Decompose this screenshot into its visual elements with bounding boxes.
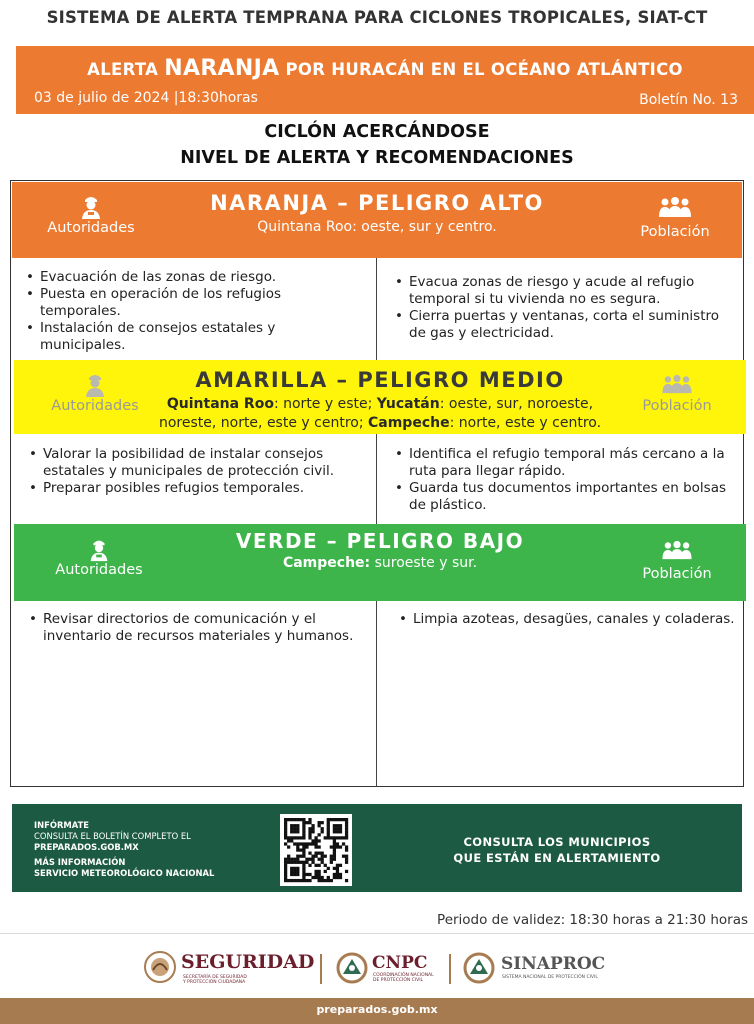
level-title: NARANJA – PELIGRO ALTO bbox=[210, 191, 544, 215]
list-item: • Valorar la posibilidad de instalar consejos estatales y municipales de protección civil. bbox=[25, 446, 365, 480]
population-header bbox=[622, 374, 732, 414]
population-label: Población bbox=[642, 566, 712, 582]
authorities-header bbox=[36, 192, 146, 236]
cnpc-logo-sub bbox=[373, 973, 434, 983]
zone-areas: : norte, este y centro. bbox=[449, 415, 602, 431]
cnpc-emblem-icon bbox=[336, 952, 368, 984]
logo-sub-line: SECRETARÍA DE SEGURIDAD bbox=[183, 975, 247, 980]
level-title: AMARILLA – PELIGRO MEDIO bbox=[195, 368, 565, 392]
list-item: • Puesta en operación de los refugios temporales. bbox=[22, 286, 357, 320]
authorities-recs-amarilla bbox=[25, 446, 365, 497]
zone-state: Quintana Roo bbox=[166, 396, 274, 412]
logo-sub-line: Y PROTECCIÓN CIUDADANA bbox=[183, 980, 246, 985]
officer-icon bbox=[36, 192, 146, 220]
alert-prefix: ALERTA bbox=[87, 60, 159, 79]
authorities-header bbox=[44, 536, 154, 578]
officer-icon bbox=[40, 370, 150, 398]
inform-block bbox=[34, 820, 214, 879]
population-recs-verde bbox=[395, 611, 735, 628]
level-band-amarilla bbox=[14, 360, 746, 434]
authorities-label: Autoridades bbox=[55, 562, 143, 578]
subtitle-cyclone: CICLÓN ACERCÁNDOSE bbox=[264, 122, 490, 142]
people-group-icon bbox=[622, 374, 732, 394]
population-recs-naranja bbox=[391, 274, 736, 342]
zone-areas: suroeste y sur. bbox=[370, 555, 478, 571]
list-item: • Instalación de consejos estatales y municipales. bbox=[22, 320, 357, 354]
seguridad-seal-icon bbox=[143, 950, 177, 984]
authorities-label: Autoridades bbox=[51, 398, 139, 414]
divider bbox=[0, 933, 754, 934]
logo-divider bbox=[320, 954, 322, 984]
logo-divider bbox=[449, 954, 451, 984]
validity-period: Periodo de validez: 18:30 horas a 21:30 horas bbox=[437, 912, 748, 928]
list-item: • Preparar posibles refugios temporales. bbox=[25, 480, 365, 497]
inform-site[interactable]: PREPARADOS.GOB.MX bbox=[34, 842, 139, 852]
authorities-recs-naranja bbox=[22, 269, 357, 354]
more-info-text: SERVICIO METEOROLÓGICO NACIONAL bbox=[34, 868, 215, 878]
authorities-recs-verde bbox=[25, 611, 360, 645]
qr-code-icon[interactable] bbox=[280, 814, 352, 886]
level-zones-line2 bbox=[14, 415, 746, 431]
list-item: • Identifica el refugio temporal más cercano a la ruta para llegar rápido. bbox=[391, 446, 741, 480]
zone-state: Campeche bbox=[368, 415, 450, 431]
population-header bbox=[620, 196, 730, 240]
subtitle-recommendations: NIVEL DE ALERTA Y RECOMENDACIONES bbox=[180, 148, 574, 168]
list-item: • Limpia azoteas, desagües, canales y coladeras. bbox=[395, 611, 735, 628]
site-url[interactable]: preparados.gob.mx bbox=[316, 1003, 438, 1016]
zone-areas: : oeste, sur, noroeste, bbox=[439, 396, 594, 412]
zone-areas: oeste, sur y centro. bbox=[356, 219, 497, 235]
column-divider bbox=[376, 434, 377, 524]
level-band-verde bbox=[14, 524, 746, 601]
consult-line: QUE ESTÁN EN ALERTAMIENTO bbox=[453, 851, 661, 865]
bottom-band bbox=[0, 998, 754, 1024]
officer-icon bbox=[44, 536, 154, 562]
list-item: • Evacuación de las zonas de riesgo. bbox=[22, 269, 357, 286]
system-title: SISTEMA DE ALERTA TEMPRANA PARA CICLONES TROPICALES, SIAT-CT bbox=[46, 8, 708, 27]
level-band-naranja bbox=[12, 182, 742, 258]
population-header bbox=[622, 540, 732, 582]
inform-text: CONSULTA EL BOLETÍN COMPLETO EL bbox=[34, 831, 191, 841]
zone-areas: noreste, norte, este y centro; bbox=[158, 415, 368, 431]
cnpc-logo-text: CNPC bbox=[372, 953, 428, 973]
list-item: • Evacua zonas de riesgo y acude al refugio temporal si tu vivienda no es segura. bbox=[391, 274, 736, 308]
authorities-label: Autoridades bbox=[47, 220, 135, 236]
sinaproc-logo-text: SINAPROC bbox=[501, 954, 606, 974]
column-divider bbox=[376, 258, 377, 360]
seguridad-logo-sub bbox=[183, 975, 247, 985]
bulletin-number: Boletín No. 13 bbox=[639, 92, 738, 108]
more-info-title: MÁS INFORMACIÓN bbox=[34, 857, 126, 867]
list-item: • Cierra puertas y ventanas, corta el suministro de gas y electricidad. bbox=[391, 308, 736, 342]
zone-state: Quintana Roo: bbox=[257, 219, 357, 235]
seguridad-logo-text: SEGURIDAD bbox=[181, 951, 315, 973]
alert-headline bbox=[16, 56, 754, 81]
authorities-header bbox=[40, 370, 150, 414]
level-title: VERDE – PELIGRO BAJO bbox=[235, 529, 525, 553]
people-group-icon bbox=[620, 196, 730, 218]
column-divider bbox=[376, 601, 377, 787]
inform-title: INFÓRMATE bbox=[34, 820, 90, 830]
zone-state: Yucatán bbox=[376, 396, 440, 412]
consult-line: CONSULTA LOS MUNICIPIOS bbox=[463, 835, 651, 849]
alert-suffix: POR HURACÁN EN EL OCÉANO ATLÁNTICO bbox=[285, 60, 683, 79]
bulletin-date: 03 de julio de 2024 |18:30horas bbox=[34, 90, 258, 106]
alert-header-band bbox=[16, 46, 754, 114]
logos-row bbox=[0, 946, 754, 992]
logo-sub-line: COORDINACIÓN NACIONAL bbox=[373, 973, 434, 978]
alert-level: NARANJA bbox=[164, 56, 280, 81]
logo-sub-line: DE PROTECCIÓN CIVIL bbox=[373, 978, 424, 983]
list-item: • Revisar directorios de comunicación y el inventario de recursos materiales y humanos. bbox=[25, 611, 360, 645]
sinaproc-emblem-icon bbox=[463, 952, 495, 984]
population-recs-amarilla bbox=[391, 446, 741, 514]
list-item: • Guarda tus documentos importantes en bolsas de plástico. bbox=[391, 480, 741, 514]
zone-state: Campeche: bbox=[282, 555, 371, 571]
population-label: Población bbox=[642, 398, 712, 414]
zone-areas: : norte y este; bbox=[273, 396, 377, 412]
people-group-icon bbox=[622, 540, 732, 560]
sinaproc-logo-sub: SISTEMA NACIONAL DE PROTECCIÓN CIVIL bbox=[502, 975, 598, 980]
info-footer bbox=[12, 804, 742, 892]
consult-municipalities[interactable] bbox=[412, 834, 702, 866]
population-label: Población bbox=[640, 224, 710, 240]
